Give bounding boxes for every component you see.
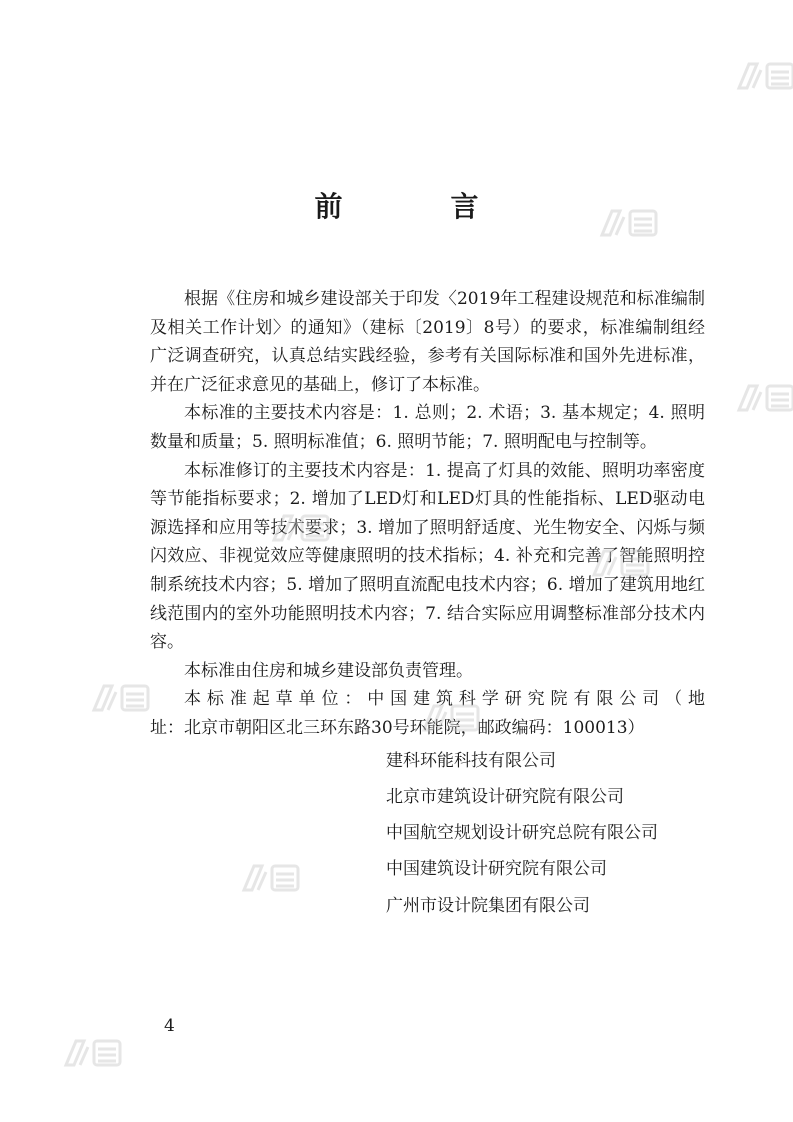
drafting-org-list xyxy=(150,743,705,924)
paragraph-background: 根据《住房和城乡建设部关于印发〈2019年工程建设规范和标准编制及相关工作计划〉的通知》（建标〔2019〕8号）的要求，标准编制组经广泛调查研究，认真总结实践经验，参考有关国际标准和国外先进标准，并在广泛征求意见的基础上，修订了本标准。 xyxy=(150,289,705,395)
drafting-org: 北京市建筑设计研究院有限公司 xyxy=(386,786,624,807)
watermark-logo-icon xyxy=(270,510,332,544)
drafting-org: 建科环能科技有限公司 xyxy=(386,750,556,771)
preface-body xyxy=(150,285,705,924)
watermark-logo-icon xyxy=(735,58,793,92)
drafting-org: 中国建筑设计研究院有限公司 xyxy=(386,859,607,880)
watermark-logo-icon xyxy=(598,205,660,239)
page-title: 前 言 xyxy=(314,190,519,223)
paragraph-management: 本标准由住房和城乡建设部负责管理。 xyxy=(184,660,473,681)
page-number: 4 xyxy=(164,1016,175,1036)
paragraph-revision-contents: 本标准修订的主要技术内容是：1. 提高了灯具的效能、照明功率密度等节能指标要求；2. 增加了LED灯和LED灯具的性能指标、LED驱动电源选择和应用等技术要求；3. 增加了照明舒适度、光生物安全、闪烁与频闪效应、非视觉效应等健康照明的技术指标；4. 补充和完善了智能照明控制系统技术内容；5. 增加了照明直流配电技术内容；6. 增加了建筑用地红线范围内的室外功能照明技术内容；7. 结合实际应用调整标准部分技术内容。 xyxy=(150,460,705,653)
drafting-address: 址：北京市朝阳区北三环东路30号环能院，邮政编码：100013） xyxy=(150,717,645,738)
watermark-logo-icon xyxy=(62,1035,124,1069)
watermark-logo-icon xyxy=(590,545,652,579)
watermark-logo-icon xyxy=(735,380,793,414)
paragraph-main-contents: 本标准的主要技术内容是：1. 总则；2. 术语；3. 基本规定；4. 照明数量和质量；5. 照明标准值；6. 照明节能；7. 照明配电与控制等。 xyxy=(150,403,705,452)
drafting-org: 中国航空规划设计研究总院有限公司 xyxy=(386,823,658,844)
drafting-units-label: 本标准起草单位：中国建筑科学研究院有限公司（地 xyxy=(184,689,705,710)
watermark-logo-icon xyxy=(420,700,482,734)
watermark-logo-icon xyxy=(240,860,302,894)
drafting-org: 广州市设计院集团有限公司 xyxy=(386,895,590,916)
watermark-logo-icon xyxy=(90,680,152,714)
